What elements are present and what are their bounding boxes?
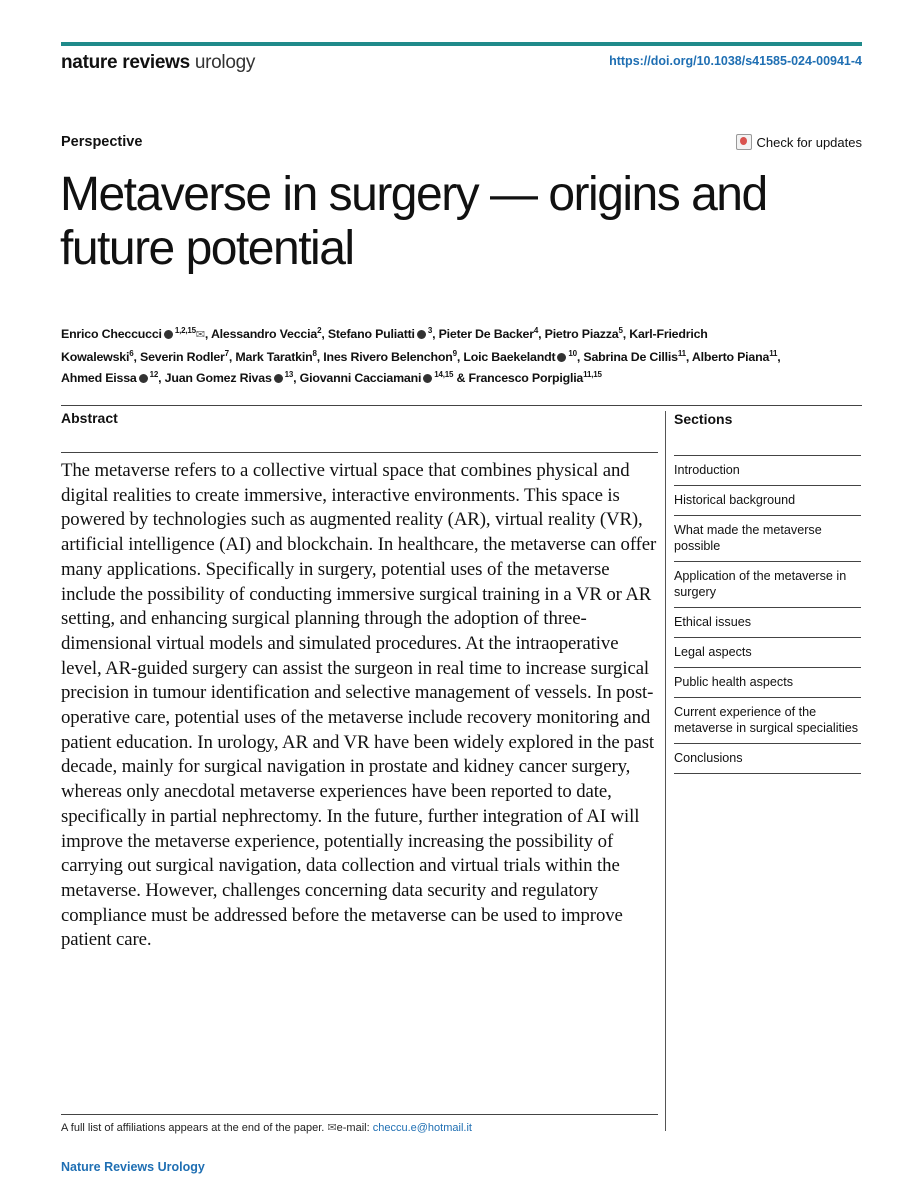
article-type: Perspective (61, 134, 143, 150)
section-link[interactable]: Ethical issues (674, 607, 861, 637)
author-name[interactable]: Ahmed Eissa $^{12}$ (61, 370, 159, 386)
affiliation-number: 5 (618, 326, 623, 335)
sections-nav (674, 455, 861, 774)
section-link[interactable]: Introduction (674, 455, 861, 485)
section-link[interactable]: Legal aspects (674, 637, 861, 667)
affiliation-number: 11 (769, 348, 778, 358)
footer-journal-name: Nature Reviews Urology (61, 1160, 205, 1174)
affiliation-number: 11 (677, 348, 686, 358)
check-updates-label: Check for updates (756, 134, 862, 150)
affiliation-number: 3 (425, 326, 433, 335)
sections-heading: Sections (674, 411, 733, 427)
abstract-divider (61, 452, 658, 453)
author-name[interactable]: Sabrina De Cillis$^{11}$ (583, 348, 686, 364)
column-divider (665, 411, 666, 1131)
journal-name-bold: nature reviews (61, 52, 190, 73)
authors-divider (61, 405, 862, 406)
affiliation-number: 9 (452, 348, 457, 358)
mail-icon: ✉ (327, 1122, 337, 1134)
email-label: e-mail: (336, 1122, 370, 1134)
check-for-updates-button[interactable] (736, 134, 862, 150)
journal-logo[interactable] (61, 52, 255, 74)
section-link[interactable]: Public health aspects (674, 667, 861, 697)
orcid-icon[interactable] (417, 330, 426, 339)
affiliation-number: 14,15 (432, 370, 454, 380)
section-link[interactable]: Conclusions (674, 743, 861, 774)
author-name[interactable]: Severin Rodler$^7$ (140, 348, 229, 364)
author-name[interactable]: Ines Rivero Belenchon$^9$ (323, 348, 457, 364)
author-name[interactable]: Enrico Checcucci $^{1,2,15}$✉ (61, 326, 205, 342)
abstract-text: The metaverse refers to a collective virtual space that combines physical and digital realities to create immersive, interactive environments. This space is powered by technologies such as augmented reality (AR), virtual reality (VR), artificial intelligence (AI) and blockchain. In healthcare, the metaverse can offer many applications. Specifically in surgery, potential uses of the metaverse include the possibility of conducting immersive surgical training in a VR or AR setting, and enhancing surgical planning through the adoption of three-dimensional virtual models and simulated procedures. At the intraoperative level, AR-guided surgery can assist the surgeon in real time to increase surgical precision in tumour identification and selective management of vessels. In post-operative care, potential uses of the metaverse include recovery monitoring and patient education. In urology, AR and VR have been widely explored in the past decade, mainly for surgical navigation in prostate and kidney cancer surgery, whereas only anecdotal metaverse experiences have been reported to date, specifically in partial nephrectomy. In the future, further integration of AI will improve the metaverse experience, potentially increasing the possibility of carrying out surgical navigation, data collection and virtual trials within the metaverse. However, challenges concerning data security and regulatory compliance must be addressed before the metaverse can be used to improve patient care. (61, 460, 657, 951)
affiliation-number: 4 (533, 326, 539, 335)
affiliation-number: 13 (282, 370, 294, 380)
section-link[interactable]: Application of the metaverse in surgery (674, 561, 861, 607)
journal-name-light: urology (194, 52, 256, 73)
author-name[interactable]: Giovanni Cacciamani $^{14,15}$ (299, 370, 454, 386)
footnote-divider (61, 1114, 658, 1115)
mail-icon[interactable]: ✉ (195, 329, 205, 342)
affiliation-number: 12 (147, 370, 159, 380)
author-name[interactable]: Stefano Puliatti $^3$ (327, 326, 433, 342)
affiliation-number: 2 (317, 326, 322, 335)
author-name[interactable]: & Francesco Porpiglia$^{11,15}$ (456, 370, 602, 386)
section-link[interactable]: Current experience of the metaverse in surgical specialities (674, 697, 861, 743)
author-name[interactable]: Pieter De Backer$^4$ (438, 326, 539, 342)
author-name[interactable]: Mark Taratkin$^8$ (235, 348, 317, 364)
affiliation-number: 8 (312, 348, 317, 358)
author-name[interactable]: Loic Baekelandt $^{10}$ (463, 348, 577, 364)
email-link[interactable]: checcu.e@hotmail.it (372, 1122, 472, 1134)
affiliation-number: 11,15 (583, 370, 602, 380)
affiliation-number: 1,2,15 (172, 326, 196, 335)
affiliations-footnote (61, 1121, 472, 1134)
author-name[interactable]: Alessandro Veccia$^2$ (210, 326, 322, 342)
author-name[interactable]: Pietro Piazza$^5$ (544, 326, 623, 342)
affiliation-number: 10 (566, 348, 577, 358)
check-updates-icon (736, 134, 752, 150)
top-accent-bar (61, 42, 862, 46)
abstract-heading: Abstract (61, 410, 118, 426)
affiliation-number: 6 (129, 348, 134, 358)
affiliations-note: A full list of affiliations appears at the end of the paper. (61, 1122, 325, 1134)
section-link[interactable]: Historical background (674, 485, 861, 515)
doi-link[interactable]: https://doi.org/10.1038/s41585-024-00941-4 (609, 54, 862, 68)
orcid-icon[interactable] (164, 330, 173, 339)
section-link[interactable]: What made the metaverse possible (674, 515, 861, 561)
author-name[interactable]: Alberto Piana$^{11}$ (691, 348, 778, 364)
orcid-icon[interactable] (274, 374, 283, 383)
orcid-icon[interactable] (423, 374, 432, 383)
author-list: Enrico Checcucci $^{1,2,15}$✉, Alessandro Veccia$^2$, Stefano Puliatti $^3$, Pieter De Backer$^4$, Pietro Piazza$^5$, Karl-Friedrich Kowalewski$^6$, Severin Rodler$^7$, Mark Taratkin$^8$, Ines Rivero Belenchon$^9$, Loic Baekelandt $^{10}$, Sabrina De Cillis$^{11}$, Alberto Piana$^{11}$, Ahmed Eissa $^{12}$, Juan Gomez Rivas $^{13}$, Giovanni Cacciamani $^{14,15}$ & Francesco Porpiglia$^{11,15}$ (61, 326, 781, 386)
author-name[interactable]: Juan Gomez Rivas $^{13}$ (164, 370, 294, 386)
affiliation-number: 7 (224, 348, 229, 358)
author-name[interactable]: Karl-Friedrich Kowalewski$^6$ (61, 327, 708, 364)
orcid-icon[interactable] (139, 374, 148, 383)
article-title: Metaverse in surgery — origins and future potential (60, 168, 767, 275)
